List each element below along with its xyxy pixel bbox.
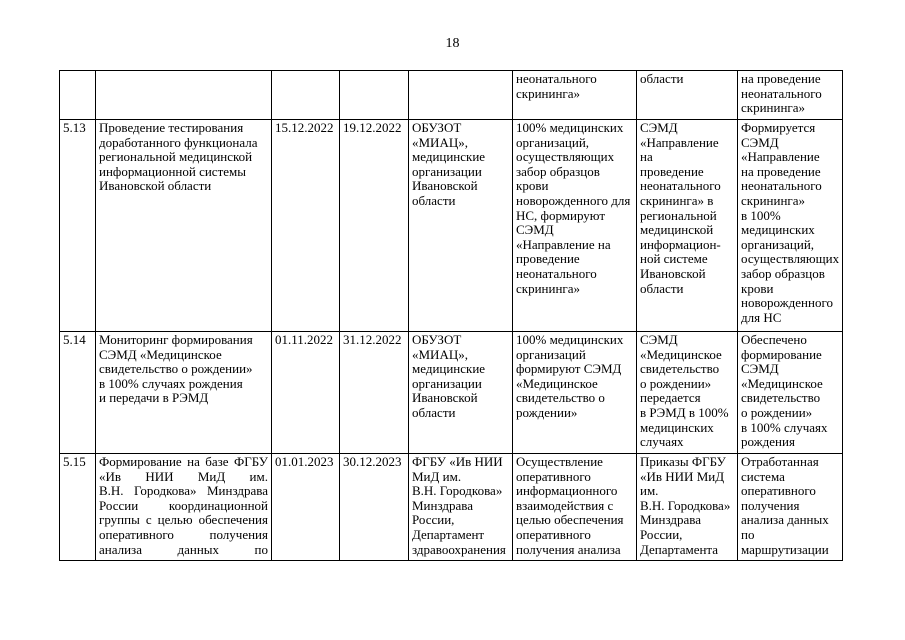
plan-table bbox=[59, 70, 843, 561]
cell-document: СЭМД «Медицинское свидетельство о рождении» передается в РЭМД в 100% медицинских случаях bbox=[637, 332, 738, 454]
cell-indicator: Осуществление оперативного информационного взаимодействия с целью обеспечения оперативного получения анализа bbox=[513, 454, 637, 561]
cell-end-date: 19.12.2022 bbox=[340, 120, 409, 332]
cell-executor: ФГБУ «Ив НИИ МиД им. В.Н. Городкова» Минздрава России, Департамент здравоохранения bbox=[409, 454, 513, 561]
cell-executor bbox=[409, 71, 513, 120]
cell-document: Приказы ФГБУ «Ив НИИ МиД им. В.Н. Городкова» Минздрава России, Департамента bbox=[637, 454, 738, 561]
cell-result: на проведение неонатального скрининга» bbox=[738, 71, 843, 120]
cell-document: области bbox=[637, 71, 738, 120]
cell-start-date: 15.12.2022 bbox=[272, 120, 340, 332]
cell-end-date: 30.12.2023 bbox=[340, 454, 409, 561]
cell-indicator: 100% медицинских организаций, осуществляющих забор образцов крови новорожденного для НС, формируют СЭМД «Направление на проведение неонатального скрининга» bbox=[513, 120, 637, 332]
cell-event: Проведение тестирования доработанного функционала региональной медицинской информационной системы Ивановской области bbox=[96, 120, 272, 332]
cell-end-date bbox=[340, 71, 409, 120]
cell-start-date bbox=[272, 71, 340, 120]
cell-executor: ОБУЗОТ «МИАЦ», медицинские организации Ивановской области bbox=[409, 120, 513, 332]
cell-number: 5.13 bbox=[60, 120, 96, 332]
cell-number bbox=[60, 71, 96, 120]
table-row bbox=[60, 454, 843, 561]
cell-result: Обеспечено формирование СЭМД «Медицинское свидетельство о рождении» в 100% случаях рождения bbox=[738, 332, 843, 454]
table-row bbox=[60, 332, 843, 454]
table-row bbox=[60, 120, 843, 332]
cell-number: 5.14 bbox=[60, 332, 96, 454]
cell-indicator: 100% медицинских организаций формируют СЭМД «Медицинское свидетельство о рождении» bbox=[513, 332, 637, 454]
cell-result: Отработанная система оперативного получения анализа данных по маршрутизации bbox=[738, 454, 843, 561]
cell-result: Формируется СЭМД «Направление на проведение неонатального скрининга» в 100% медицинских организаций, осуществляющих забор образцов крови новорожденного для НС bbox=[738, 120, 843, 332]
cell-event: Мониторинг формирования СЭМД «Медицинское свидетельство о рождении» в 100% случаях рождения и передачи в РЭМД bbox=[96, 332, 272, 454]
cell-event: Формирование на базе ФГБУ «Ив НИИ МиД им. В.Н. Городкова» Минздрава России координационной группы с целью обеспечения оперативного получения анализа данных по bbox=[96, 454, 272, 561]
cell-document: СЭМД «Направление на проведение неонатального скрининга» в региональной медицинской информацион- ной системе Ивановской области bbox=[637, 120, 738, 332]
cell-end-date: 31.12.2022 bbox=[340, 332, 409, 454]
cell-event bbox=[96, 71, 272, 120]
cell-start-date: 01.11.2022 bbox=[272, 332, 340, 454]
cell-start-date: 01.01.2023 bbox=[272, 454, 340, 561]
page-number: 18 bbox=[445, 36, 460, 51]
cell-executor: ОБУЗОТ «МИАЦ», медицинские организации Ивановской области bbox=[409, 332, 513, 454]
cell-indicator: неонатального скрининга» bbox=[513, 71, 637, 120]
cell-number: 5.15 bbox=[60, 454, 96, 561]
table-row bbox=[60, 71, 843, 120]
